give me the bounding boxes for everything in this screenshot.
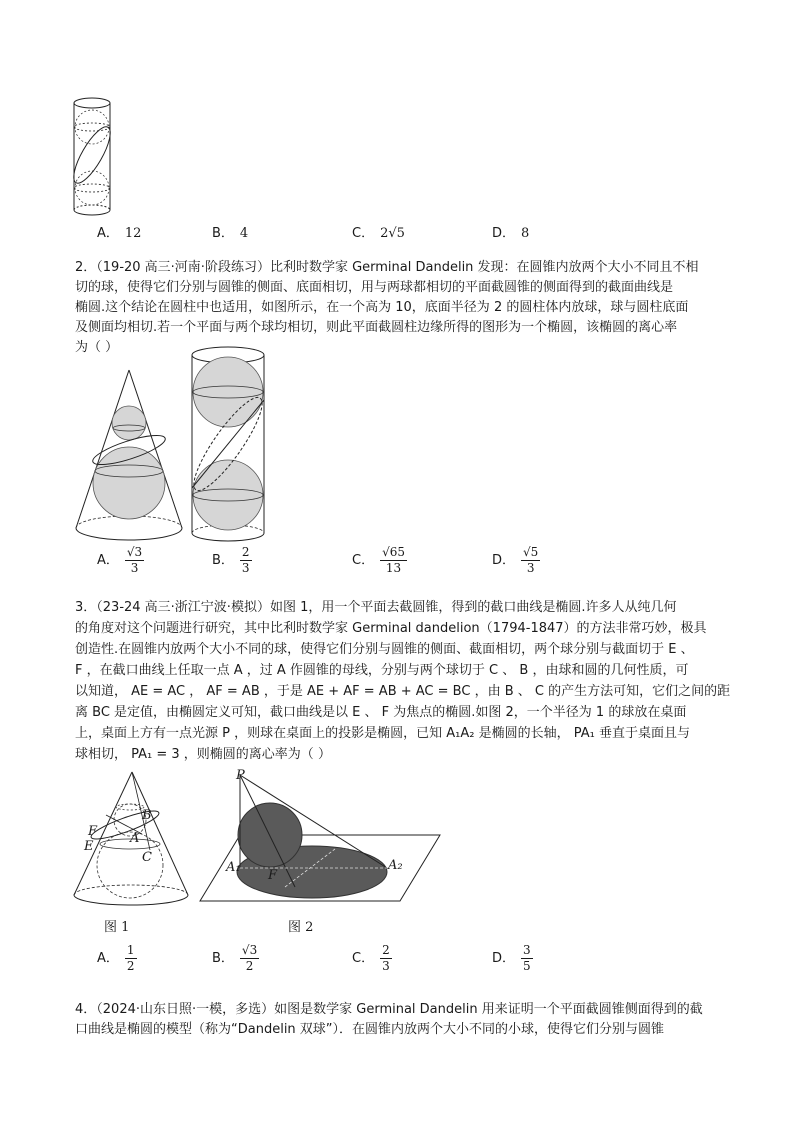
q2-cone-figure	[72, 368, 187, 543]
q2-a-denominator: 3	[130, 561, 139, 575]
q3-fig1-label-b: B	[142, 808, 152, 823]
q2-d-denominator: 3	[526, 561, 535, 575]
q4-line-1: 4．（2024·山东日照·一模，多选）如图是数学家 Germinal Dandelin 用来证明一个平面截圆锥侧面得到的截	[75, 1002, 703, 1017]
q3-fig2-label-a1: A₁	[226, 860, 241, 875]
q3-line-1: 3．（23-24 高三·浙江宁波·模拟）如图 1，用一个平面去截圆锥，得到的截口曲线是椭圆.许多人从纯几何	[75, 600, 677, 615]
q2-line-4: 及侧面均相切.若一个平面与两个球均相切，则此平面截圆柱边缘所得的图形为一个椭圆，该椭圆的离心率	[75, 320, 678, 335]
q3-fig1-label-c: C	[142, 850, 152, 865]
q3-b-denominator: 2	[245, 959, 254, 973]
q1-option-c[interactable]: C． 2√5	[352, 226, 405, 241]
q3-option-a[interactable]: A． $\frac{1}{2}$	[97, 943, 135, 973]
q3-line-7: 上，桌面上方有一点光源 P ，则球在桌面上的投影是椭圆，已知 A₁A₂ 是椭圆的长轴， PA₁ 垂直于桌面且与	[75, 726, 690, 741]
q2-line-5: 为（ ）	[75, 340, 119, 355]
q3-line-2: 的角度对这个问题进行研究，其中比利时数学家 Germinal dandelion（1794-1847）的方法非常巧妙，极具	[75, 621, 707, 636]
q3-d-denominator: 5	[523, 959, 531, 973]
q3-line-6: 离 BC 是定值，由椭圆定义可知，截口曲线是以 E 、 F 为焦点的椭圆.如图 2，一个半径为 1 的球放在桌面	[75, 705, 687, 720]
q3-fig1-label-a: A	[130, 831, 140, 846]
q3-fig2-label-f: F	[268, 868, 278, 883]
q1-cylinder-figure	[70, 95, 120, 220]
q1-option-d[interactable]: D． 8	[492, 226, 530, 241]
q3-line-8: 球相切， PA₁ = 3 ，则椭圆的离心率为（ ）	[75, 747, 331, 762]
q2-b-denominator: 3	[241, 561, 250, 575]
q2-line-2: 切的球，使得它们分别与圆锥的侧面、底面相切，用与两球都相切的平面截圆锥的侧面得到的截面曲线是	[75, 280, 674, 295]
q3-option-b[interactable]: B． $\frac{√3}{2}$	[212, 943, 258, 973]
q3-option-d[interactable]: D． $\frac{3}{5}$	[492, 943, 531, 973]
q3-fig1-label-e: E	[84, 839, 94, 854]
q2-b-numerator: 2	[241, 545, 250, 559]
q1-option-b[interactable]: B． 4	[212, 226, 249, 241]
q4-line-2: 口曲线是椭圆的模型（称为“Dandelin 双球”）．在圆锥内放两个大小不同的小球，使得它们分别与圆锥	[75, 1022, 665, 1037]
q3-a-denominator: 2	[126, 959, 135, 973]
q2-option-d[interactable]: D． $\frac{√5}{3}$	[492, 545, 539, 575]
q3-d-numerator: 3	[523, 943, 531, 957]
q3-fig2-label-p: P	[236, 768, 245, 783]
q3-line-5: 以知道， AE = AC ， AF = AB ，于是 AE + AF = AB + AC = BC ，由 B 、 C 的产生方法可知，它们之间的距	[75, 684, 731, 699]
q3-line-3: 创造性.在圆锥内放两个大小不同的球，使得它们分别与圆锥的侧面、截面相切，两个球分别与截面切于 E 、	[75, 642, 694, 657]
q3-a-numerator: 1	[126, 943, 135, 957]
q3-fig1-label-f: F	[88, 824, 98, 839]
q3-c-numerator: 2	[382, 943, 390, 957]
q2-c-numerator: √65	[382, 545, 405, 559]
q2-line-3: 椭圆.这个结论在圆柱中也适用，如图所示，在一个高为 10，底面半径为 2 的圆柱体内放球，球与圆柱底面	[75, 300, 689, 315]
q2-option-c[interactable]: C． $\frac{√65}{13}$	[352, 545, 405, 575]
q3-line-4: F ，在截口曲线上任取一点 A ，过 A 作圆锥的母线，分别与两个球切于 C 、 B ，由球和圆的几何性质，可	[75, 663, 689, 678]
q3-figure-2	[200, 765, 445, 910]
q3-option-c[interactable]: C． $\frac{2}{3}$	[352, 943, 390, 973]
q2-line-1: 2．（19-20 高三·河南·阶段练习）比利时数学家 Germinal Dandelin 发现：在圆锥内放两个大小不同且不相	[75, 260, 699, 275]
q3-fig2-label-a2: A₂	[388, 858, 403, 873]
q3-fig1-caption: 图 1	[104, 920, 130, 935]
q2-cylinder-figure	[188, 345, 268, 545]
q3-fig2-caption: 图 2	[288, 920, 314, 935]
q1-option-a[interactable]: A． 12	[97, 226, 142, 241]
q3-b-numerator: √3	[241, 943, 258, 957]
q2-a-numerator: √3	[126, 545, 143, 559]
q3-c-denominator: 3	[382, 959, 390, 973]
q2-option-a[interactable]: A． $\frac{√3}{3}$	[97, 545, 143, 575]
q2-c-denominator: 13	[385, 561, 402, 575]
q2-d-numerator: √5	[523, 545, 539, 559]
q2-option-b[interactable]: B． $\frac{2}{3}$	[212, 545, 250, 575]
